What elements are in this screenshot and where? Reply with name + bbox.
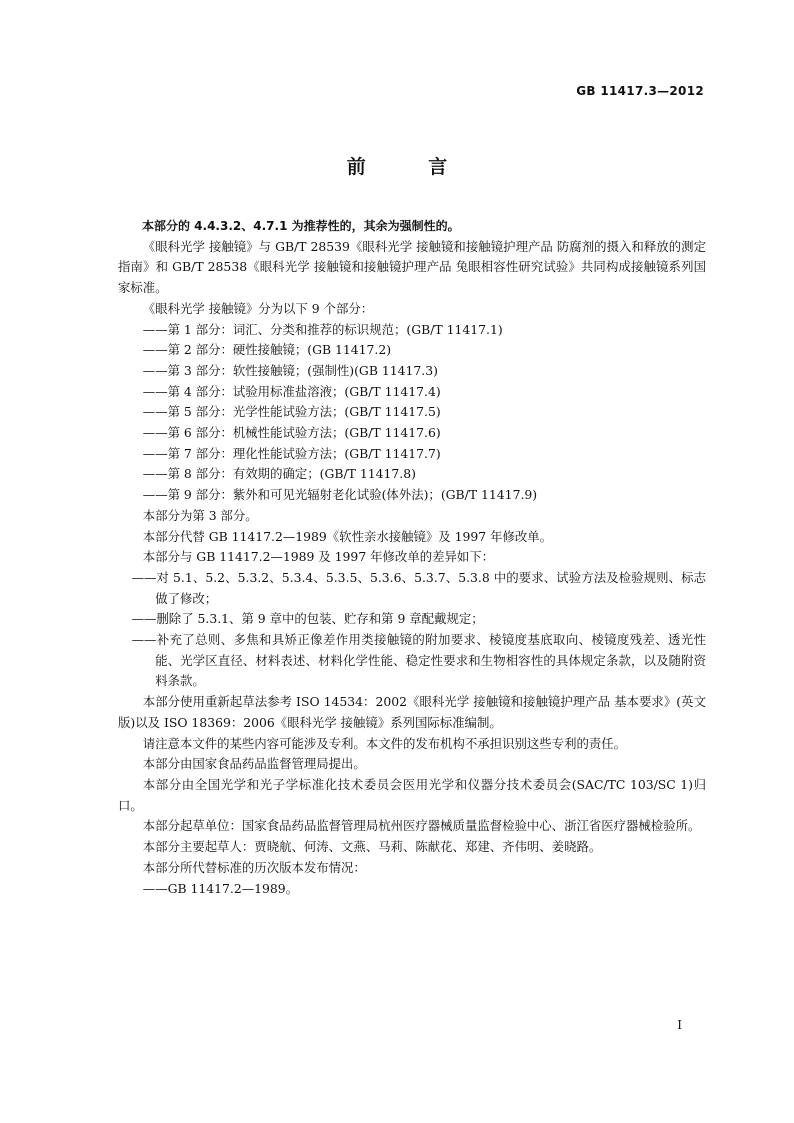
part-list-item: ——第 3 部分：软性接触镜；(强制性)(GB 11417.3) bbox=[142, 362, 438, 378]
reference-paragraph: 本部分使用重新起草法参考 ISO 14534：2002《眼科光学 接触镜和接触镜护理产品 基本要求》(英文版)以及 ISO 18369：2006《眼科光学 接触镜》系列国际标准编制。 bbox=[118, 694, 706, 730]
part-list-item: ——第 6 部分：机械性能试验方法；(GB/T 11417.6) bbox=[142, 425, 441, 441]
patent-notice-paragraph: 请注意本文件的某些内容可能涉及专利。本文件的发布机构不承担识别这些专利的责任。 bbox=[142, 735, 627, 751]
part-number-paragraph: 本部分为第 3 部分。 bbox=[142, 507, 258, 523]
differences-intro-paragraph: 本部分与 GB 11417.2—1989 及 1997 年修改单的差异如下： bbox=[142, 549, 495, 565]
committee-paragraph: 本部分由全国光学和光子学标准化技术委员会医用光学和仪器分技术委员会(SAC/TC 103/SC 1)归口。 bbox=[118, 776, 706, 813]
part-list-item: ——第 9 部分：紫外和可见光辐射老化试验(体外法)；(GB/T 11417.9) bbox=[142, 487, 538, 503]
difference-list-item: ——补充了总则、多焦和具矫正像差作用类接触镜的附加要求、棱镜度基底取向、棱镜度残差、透光性能、光学区直径、材料表述、材料化学性能、稳定性要求和生物相容性的具体规定条款，以及随附资料条款。 bbox=[131, 632, 706, 689]
history-intro-paragraph: 本部分所代替标准的历次版本发布情况： bbox=[142, 859, 366, 875]
replacement-paragraph: 本部分代替 GB 11417.2—1989《软性亲水接触镜》及 1997 年修改单。 bbox=[142, 528, 553, 544]
page-title: 前 言 bbox=[346, 156, 476, 178]
history-list-item: ——GB 11417.2—1989。 bbox=[142, 880, 299, 896]
part-list-item: ——第 5 部分：光学性能试验方法；(GB/T 11417.5) bbox=[142, 404, 441, 420]
drafters-paragraph: 本部分主要起草人：贾晓航、何涛、文燕、马莉、陈献花、郑建、齐伟明、姜晓路。 bbox=[142, 839, 602, 855]
part-list-item: ——第 8 部分：有效期的确定；(GB/T 11417.8) bbox=[142, 466, 416, 482]
parts-intro-paragraph: 《眼科光学 接触镜》分为以下 9 个部分： bbox=[142, 300, 374, 316]
page-number: I bbox=[677, 1018, 682, 1032]
standard-number: GB 11417.3—2012 bbox=[576, 84, 704, 98]
series-paragraph: 《眼科光学 接触镜》与 GB/T 28539《眼科光学 接触镜和接触镜护理产品 防腐剂的摄入和释放的测定指南》和 GB/T 28538《眼科光学 接触镜和接触镜护理产品 兔眼相容性研究试验》共同构成接触镜系列国家标准。 bbox=[118, 238, 706, 296]
difference-list-item: ——删除了 5.3.1、第 9 章中的包装、贮存和第 9 章配戴规定； bbox=[131, 611, 484, 627]
foreword-body bbox=[118, 216, 706, 899]
drafting-units-paragraph: 本部分起草单位：国家食品药品监督管理局杭州医疗器械质量监督检验中心、浙江省医疗器械检验所。 bbox=[142, 818, 701, 834]
scope-note-paragraph: 本部分的 4.4.3.2、4.7.1 为推荐性的，其余为强制性的。 bbox=[142, 219, 460, 233]
proposer-paragraph: 本部分由国家食品药品监督管理局提出。 bbox=[142, 756, 366, 772]
part-list-item: ——第 4 部分：试验用标准盐溶液；(GB/T 11417.4) bbox=[142, 383, 441, 399]
part-list-item: ——第 7 部分：理化性能试验方法；(GB/T 11417.7) bbox=[142, 445, 441, 461]
difference-list-item: ——对 5.1、5.2、5.3.2、5.3.4、5.3.5、5.3.6、5.3.7、5.3.8 中的要求、试验方法及检验规则、标志做了修改； bbox=[131, 569, 706, 606]
part-list-item: ——第 1 部分：词汇、分类和推荐的标识规范；(GB/T 11417.1) bbox=[142, 321, 503, 337]
part-list-item: ——第 2 部分：硬性接触镜；(GB 11417.2) bbox=[142, 342, 392, 358]
